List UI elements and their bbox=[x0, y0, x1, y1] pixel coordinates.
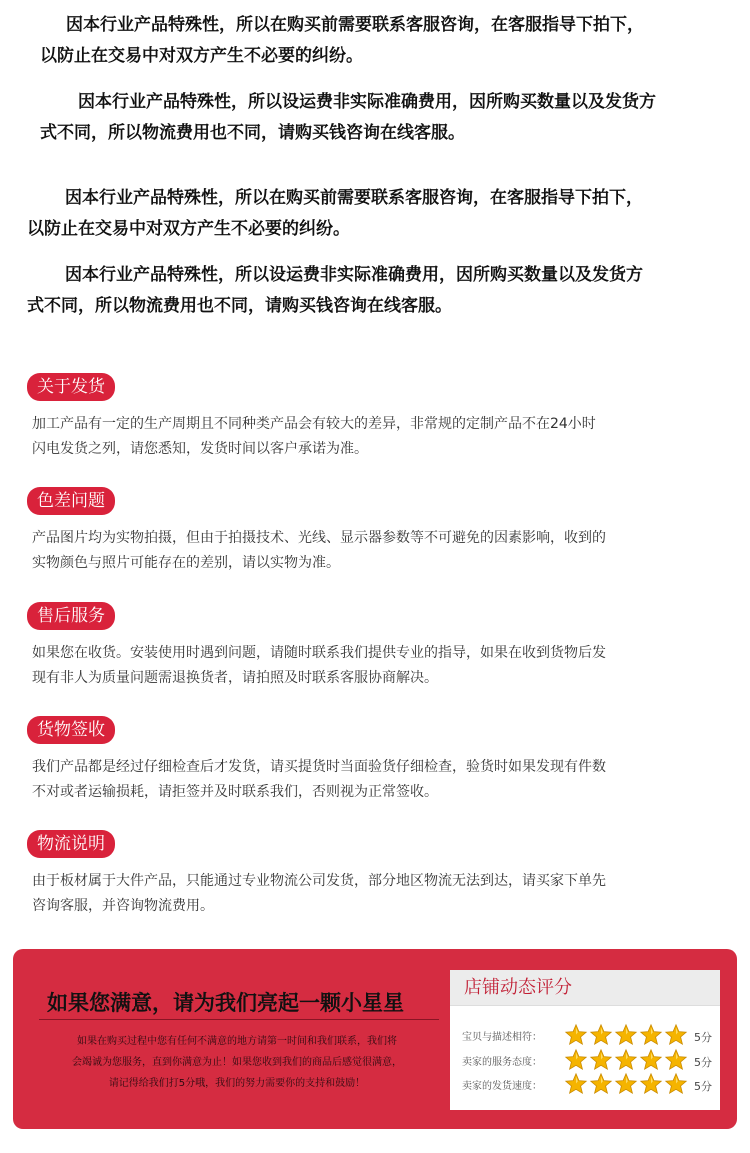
star-icon bbox=[664, 1048, 688, 1072]
star-icon bbox=[564, 1072, 588, 1096]
notice-line: 因本行业产品特殊性，所以在购买前需要联系客服咨询，在客服指导下拍下， bbox=[66, 15, 644, 35]
section-line: 现有非人为质量问题需退换货者，请拍照及时联系客服协商解决。 bbox=[32, 670, 438, 686]
star-icon bbox=[639, 1023, 663, 1047]
star-icon bbox=[589, 1023, 613, 1047]
star-icon bbox=[589, 1072, 613, 1096]
notice-paragraph bbox=[0, 260, 750, 322]
score-row-description bbox=[462, 1023, 712, 1047]
section-line: 由于板材属于大件产品，只能通过专业物流公司发货，部分地区物流无法到达，请买家下单先 bbox=[32, 873, 606, 889]
section-body bbox=[27, 412, 727, 462]
star-icon bbox=[589, 1048, 613, 1072]
section-receipt bbox=[27, 716, 727, 805]
section-color-difference bbox=[27, 487, 727, 576]
section-after-sales bbox=[27, 602, 727, 691]
section-title: 售后服务 bbox=[27, 602, 115, 630]
notice-line: 因本行业产品特殊性，所以在购买前需要联系客服咨询，在客服指导下拍下， bbox=[65, 188, 643, 208]
rating-panel-line: 请记得给我们打5分哦，我们的努力需要你的支持和鼓励！ bbox=[108, 1078, 366, 1089]
score-value: 5分 bbox=[694, 1031, 712, 1044]
star-icon bbox=[614, 1023, 638, 1047]
notice-line: 式不同，所以物流费用也不同，请购买钱咨询在线客服。 bbox=[40, 123, 465, 143]
rating-panel-line: 会竭诚为您服务，直到你满意为止！如果您收到我们的商品后感觉很满意， bbox=[72, 1057, 402, 1068]
notice-block-1 bbox=[0, 10, 750, 149]
section-logistics bbox=[27, 830, 727, 919]
shop-score-header: 店铺动态评分 bbox=[450, 970, 720, 1006]
section-line: 如果您在收货。安装使用时遇到问题，请随时联系我们提供专业的指导，如果在收到货物后发 bbox=[32, 645, 606, 661]
score-row-service bbox=[462, 1048, 712, 1072]
notice-line: 式不同，所以物流费用也不同，请购买钱咨询在线客服。 bbox=[27, 296, 452, 316]
divider bbox=[39, 1019, 439, 1020]
section-body bbox=[27, 526, 727, 576]
section-body bbox=[27, 641, 727, 691]
notice-line: 因本行业产品特殊性，所以设运费非实际准确费用，因所购买数量以及发货方 bbox=[78, 92, 656, 112]
rating-panel bbox=[13, 949, 737, 1129]
section-line: 闪电发货之列，请您悉知，发货时间以客户承诺为准。 bbox=[32, 441, 368, 457]
section-line: 加工产品有一定的生产周期且不同种类产品会有较大的差异，非常规的定制产品不在24小时 bbox=[32, 416, 596, 432]
notice-paragraph bbox=[0, 10, 750, 72]
section-line: 产品图片均为实物拍摄，但由于拍摄技术、光线、显示器参数等不可避免的因素影响，收到的 bbox=[32, 530, 606, 546]
star-icon bbox=[639, 1048, 663, 1072]
score-label: 卖家的服务态度： bbox=[462, 1057, 542, 1068]
star-icon bbox=[664, 1023, 688, 1047]
section-title: 关于发货 bbox=[27, 373, 115, 401]
score-row-shipping-speed bbox=[462, 1072, 712, 1096]
section-line: 我们产品都是经过仔细检查后才发货，请买提货时当面验货仔细检查，验货时如果发现有件数 bbox=[32, 759, 606, 775]
rating-message bbox=[13, 949, 448, 1129]
star-icon bbox=[614, 1048, 638, 1072]
section-body bbox=[27, 869, 727, 919]
star-icon bbox=[639, 1072, 663, 1096]
score-value: 5分 bbox=[694, 1056, 712, 1069]
section-shipping bbox=[27, 373, 727, 462]
notice-paragraph bbox=[0, 183, 750, 245]
score-value: 5分 bbox=[694, 1080, 712, 1093]
score-label: 卖家的发货速度： bbox=[462, 1081, 542, 1092]
notice-block-2 bbox=[0, 183, 750, 322]
notice-line: 以防止在交易中对双方产生不必要的纠纷。 bbox=[27, 219, 350, 239]
notice-line: 因本行业产品特殊性，所以设运费非实际准确费用，因所购买数量以及发货方 bbox=[65, 265, 643, 285]
star-rating bbox=[564, 1072, 694, 1096]
notice-line: 以防止在交易中对双方产生不必要的纠纷。 bbox=[40, 46, 363, 66]
rating-panel-line: 如果在购买过程中您有任何不满意的地方请第一时间和我们联系，我们将 bbox=[77, 1036, 397, 1047]
section-line: 实物颜色与照片可能存在的差别，请以实物为准。 bbox=[32, 555, 340, 571]
section-title: 货物签收 bbox=[27, 716, 115, 744]
notice-paragraph bbox=[0, 87, 750, 149]
star-rating bbox=[564, 1023, 694, 1047]
rating-panel-body bbox=[37, 1031, 437, 1094]
star-icon bbox=[564, 1023, 588, 1047]
rating-panel-title: 如果您满意，请为我们亮起一颗小星星 bbox=[47, 991, 404, 1015]
score-label: 宝贝与描述相符： bbox=[462, 1032, 542, 1043]
section-title: 物流说明 bbox=[27, 830, 115, 858]
section-body bbox=[27, 755, 727, 805]
star-rating bbox=[564, 1048, 694, 1072]
shop-score-box bbox=[450, 970, 720, 1110]
section-line: 不对或者运输损耗，请拒签并及时联系我们，否则视为正常签收。 bbox=[32, 784, 438, 800]
star-icon bbox=[564, 1048, 588, 1072]
star-icon bbox=[664, 1072, 688, 1096]
section-title: 色差问题 bbox=[27, 487, 115, 515]
section-line: 咨询客服，并咨询物流费用。 bbox=[32, 898, 214, 914]
star-icon bbox=[614, 1072, 638, 1096]
